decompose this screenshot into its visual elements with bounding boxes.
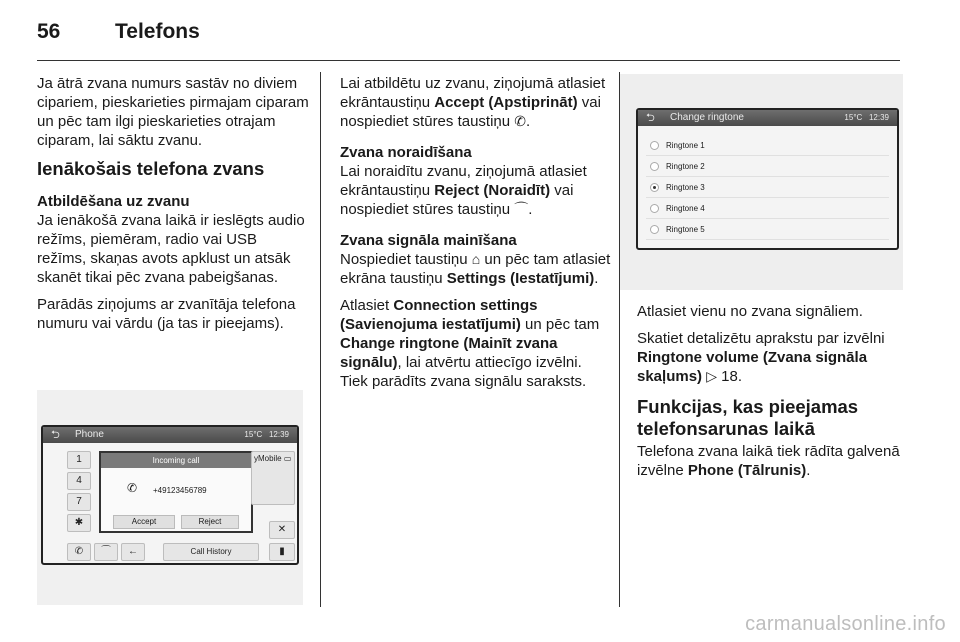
column-1	[37, 74, 309, 341]
figure-incoming-call-screen	[37, 390, 303, 605]
heading-reject-call: Zvana noraidīšana	[340, 144, 472, 161]
call-history-button[interactable]: Call History	[163, 543, 259, 561]
home-icon: ⌂	[471, 251, 481, 267]
text: .	[806, 462, 811, 479]
page-reference-icon: ▷	[706, 368, 717, 384]
reject-button[interactable]: Reject	[181, 515, 239, 529]
change-ringtone-term: Change ringtone (Mainīt zvana signālu)	[340, 335, 558, 371]
ringtone-label: Ringtone 4	[666, 204, 705, 213]
paragraph-audio-mute: Ja ienākošā zvana laikā ir ieslēgts audio režīms, piemēram, radio vai USB režīms, skaņas avots apklust un atsāk skanēt tikai pēc zvana pabeigšanas.	[37, 212, 305, 286]
header-rule	[37, 60, 900, 61]
heading-change-ringtone: Zvana signāla mainīšana	[340, 232, 517, 249]
text: Atlasiet	[340, 297, 394, 314]
mobile-device-tile[interactable]	[251, 451, 295, 505]
keypad-key-7[interactable]: 7	[67, 493, 91, 511]
handset-mode-icon[interactable]: ▮	[269, 543, 295, 561]
ringtone-option-1[interactable]	[646, 136, 889, 156]
ringtone-option-4[interactable]	[646, 199, 889, 219]
battery-icon: ▭	[283, 454, 292, 463]
caller-number: +49123456789	[153, 486, 207, 495]
settings-term: Settings (Iestatījumi)	[446, 270, 595, 287]
incoming-call-popup	[99, 451, 253, 533]
ringtone-option-5[interactable]	[646, 220, 889, 240]
radio-selected-icon	[650, 183, 659, 192]
ringtone-label: Ringtone 2	[666, 162, 705, 171]
connection-settings-term: Connection settings (Savienojuma iestatījumi)	[340, 297, 538, 333]
popup-title: Incoming call	[101, 453, 251, 468]
page-reference: 18.	[717, 368, 743, 385]
steering-call-icon: ✆	[514, 113, 527, 129]
text: Skatiet detalizētu aprakstu par izvēlni	[637, 330, 885, 347]
phone-status	[244, 427, 289, 443]
accept-term: Accept (Apstiprināt)	[434, 94, 578, 111]
keypad-key-star[interactable]: ✱	[67, 514, 91, 532]
phone-time: 12:39	[268, 430, 289, 439]
ringtone-bar-title: Change ringtone	[670, 112, 744, 123]
radio-icon	[650, 204, 659, 213]
text: Nospiediet taustiņu	[340, 251, 472, 268]
paragraph-main-menu	[637, 442, 907, 480]
ringtone-label: Ringtone 1	[666, 141, 705, 150]
backspace-icon[interactable]: ←	[121, 543, 145, 561]
ringtone-status	[844, 110, 889, 126]
reject-term: Reject (Noraidīt)	[434, 182, 551, 199]
mute-mic-icon[interactable]: ✕	[269, 521, 295, 539]
phone-temp: 15°C	[244, 430, 263, 439]
keypad-key-1[interactable]: 1	[67, 451, 91, 469]
paragraph-answer-instructions: Lai atbildētu uz zvanu, ziņojumā atlasiet ekrāntaustiņu Accept (Apstiprināt) vai nospiediet stūres taustiņu ✆.	[340, 75, 606, 130]
page-number: 56	[37, 20, 61, 43]
ringtone-option-3[interactable]	[646, 178, 889, 198]
ringtone-volume-term: Ringtone volume (Zvana signāla skaļums)	[637, 349, 868, 385]
phone-status-bar	[43, 427, 297, 443]
ringtone-status-bar	[638, 110, 897, 126]
text: un pēc tam atlasiet ekrāna taustiņu	[340, 251, 611, 287]
paragraph-select-ringtone: Atlasiet vienu no zvana signāliem.	[637, 303, 863, 320]
ringtone-screen	[636, 108, 899, 250]
text: Lai atbildētu uz zvanu, ziņojumā atlasiet ekrāntaustiņu	[340, 75, 606, 111]
steering-hangup-icon: ⌒	[514, 201, 529, 217]
accept-button[interactable]: Accept	[113, 515, 175, 529]
paragraph-reject-instructions: Lai noraidītu zvanu, ziņojumā atlasiet ekrāntaustiņu Reject (Noraidīt) vai nospiediet stūres taustiņu ⌒.	[340, 163, 587, 218]
keypad-key-4[interactable]: 4	[67, 472, 91, 490]
figure-change-ringtone-screen	[620, 74, 903, 290]
radio-icon	[650, 225, 659, 234]
ringtone-label: Ringtone 3	[666, 183, 705, 192]
ringtone-time: 12:39	[868, 113, 889, 122]
text: vai nospiediet stūres taustiņu	[340, 182, 574, 218]
ringtone-label: Ringtone 5	[666, 225, 705, 234]
paragraph-settings-instructions: Nospiediet taustiņu ⌂ un pēc tam atlasiet ekrāna taustiņu Settings (Iestatījumi).	[340, 251, 611, 287]
phone-bar-title: Phone	[75, 429, 104, 440]
back-arrow-icon[interactable]: ⮌	[646, 112, 655, 124]
paragraph-speed-dial: Ja ātrā zvana numurs sastāv no diviem cipariem, pieskarieties pirmajam ciparam un pēc tam ilgi pieskarieties otrajam ciparam, lai sāktu zvanu.	[37, 75, 309, 149]
page-title: Telefons	[115, 20, 200, 43]
text: , lai atvērtu attiecīgo izvēlni. Tiek parādīts zvana signālu saraksts.	[340, 354, 587, 390]
ringtone-temp: 15°C	[844, 113, 863, 122]
text: vai nospiediet stūres taustiņu	[340, 94, 601, 130]
phone-screen	[41, 425, 299, 565]
column-divider-1	[320, 72, 321, 607]
text: Telefona zvana laikā tiek rādīta galvenā izvēlne	[637, 443, 900, 479]
paragraph-caller-message: Parādās ziņojums ar zvanītāja telefona numuru vai vārdu (ja tas ir pieejams).	[37, 296, 296, 332]
page-header	[37, 20, 200, 44]
call-icon[interactable]: ✆	[67, 543, 91, 561]
text: Lai noraidītu zvanu, ziņojumā atlasiet ekrāntaustiņu	[340, 163, 587, 199]
text: un pēc tam	[520, 316, 600, 333]
heading-answer-call: Atbildēšana uz zvanu	[37, 193, 190, 210]
paragraph-connection-instructions	[340, 296, 612, 391]
heading-call-functions: Funkcijas, kas pieejamas telefonsarunas laikā	[637, 396, 859, 439]
watermark: carmanualsonline.info	[745, 613, 946, 635]
column-2	[340, 74, 612, 399]
phone-term: Phone (Tālrunis)	[687, 462, 807, 479]
paragraph-ringtone-volume	[637, 329, 907, 386]
radio-icon	[650, 141, 659, 150]
hangup-icon[interactable]: ⌒	[94, 543, 118, 561]
heading-incoming-call: Ienākošais telefona zvans	[37, 158, 265, 179]
radio-icon	[650, 162, 659, 171]
handset-icon: ✆	[127, 481, 138, 495]
mobile-label: yMobile	[254, 454, 282, 463]
back-arrow-icon[interactable]: ⮌	[51, 429, 60, 441]
column-3	[637, 302, 907, 488]
ringtone-option-2[interactable]	[646, 157, 889, 177]
